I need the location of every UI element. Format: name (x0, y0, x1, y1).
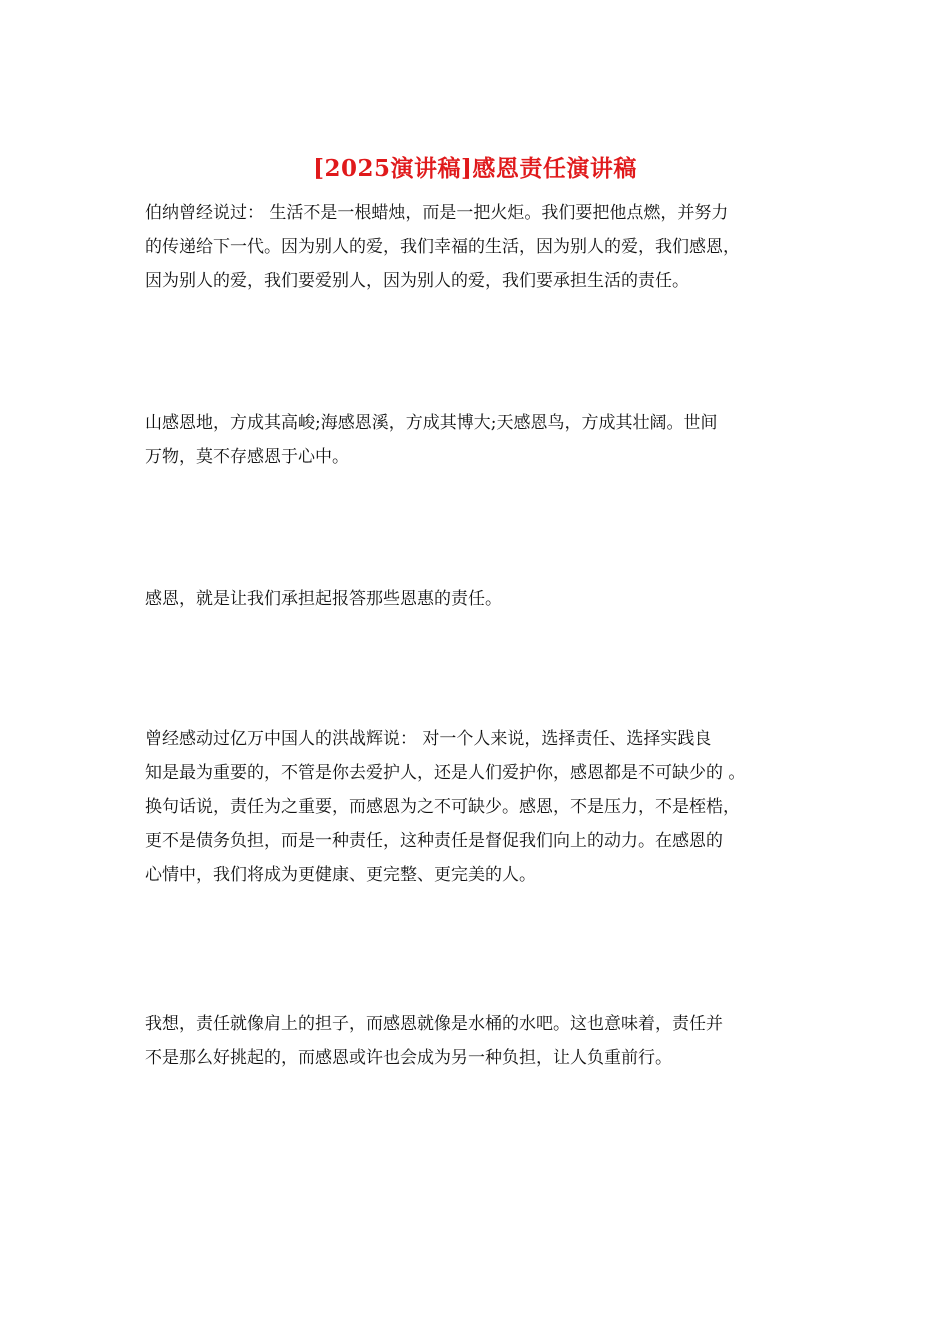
paragraph-line: 我想，责任就像肩上的担子，而感恩就像是水桶的水吧。这也意味着，责任并 (145, 1014, 723, 1034)
paragraph-line: 因为别人的爱，我们要爱别人，因为别人的爱，我们要承担生活的责任。 (145, 271, 689, 291)
paragraph-line: 更不是债务负担，而是一种责任，这种责任是督促我们向上的动力。在感恩的 (145, 831, 723, 851)
paragraph-line: 不是那么好挑起的，而感恩或许也会成为另一种负担，让人负重前行。 (145, 1048, 672, 1068)
paragraph-line: 换句话说，责任为之重要，而感恩为之不可缺少。感恩，不是压力，不是桎梏， (145, 797, 740, 817)
paragraph-line: 山感恩地，方成其高峻;海感恩溪，方成其博大;天感恩鸟，方成其壮阔。世间 (145, 413, 718, 433)
paragraph-3 (145, 582, 810, 616)
paragraph-line: 曾经感动过亿万中国人的洪战辉说： 对一个人来说，选择责任、选择实践良 (145, 729, 712, 749)
paragraph-line: 心情中，我们将成为更健康、更完整、更完美的人。 (145, 865, 536, 885)
paragraph-2 (145, 406, 810, 474)
paragraph-line: 知是最为重要的，不管是你去爱护人，还是人们爱护你，感恩都是不可缺少的 。 (145, 763, 746, 783)
paragraph-line: 万物，莫不存感恩于心中。 (145, 447, 349, 467)
paragraph-4 (145, 722, 810, 892)
paragraph-5 (145, 1007, 810, 1075)
paragraph-line: 伯纳曾经说过： 生活不是一根蜡烛，而是一把火炬。我们要把他点燃，并努力 (145, 203, 729, 223)
document-title: [2025演讲稿]感恩责任演讲稿 (313, 155, 637, 182)
paragraph-line: 感恩，就是让我们承担起报答那些恩惠的责任。 (145, 589, 502, 609)
paragraph-line: 的传递给下一代。因为别人的爱，我们幸福的生活，因为别人的爱，我们感恩， (145, 237, 740, 257)
paragraph-1 (145, 196, 810, 298)
